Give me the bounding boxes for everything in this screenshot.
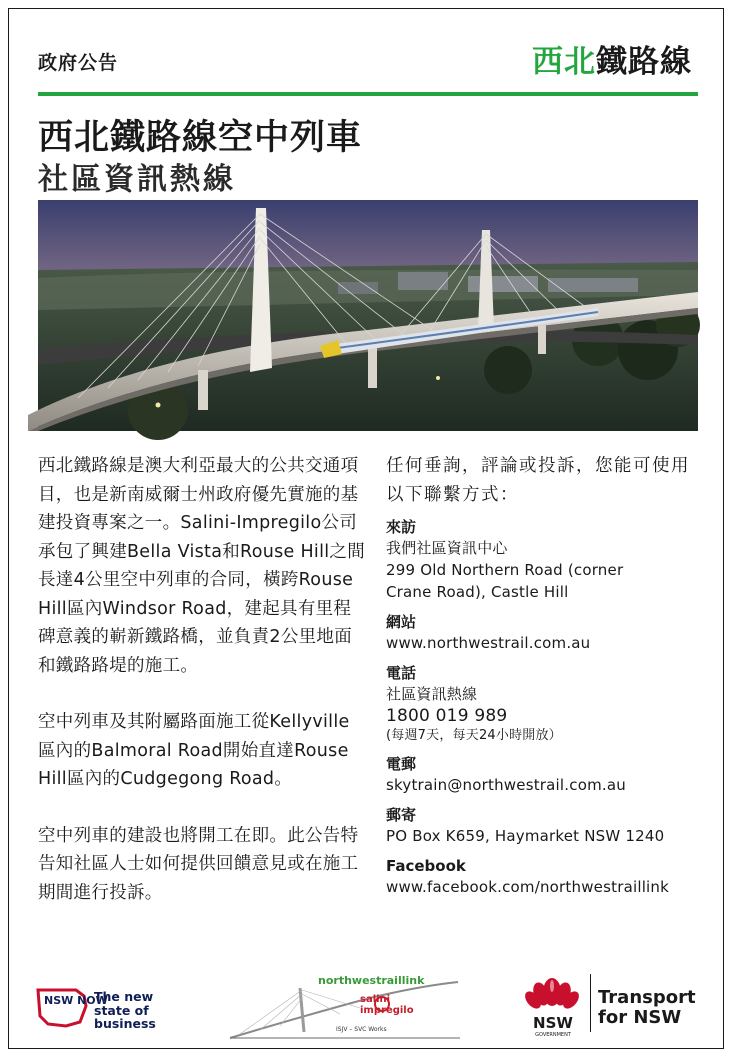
isjv-text: ISJV – SVC Works	[336, 1026, 387, 1033]
contact-visit-line3: Crane Road), Castle Hill	[386, 583, 569, 601]
page-headline: 西北鐵路線空中列車	[38, 118, 363, 158]
waratah-icon	[524, 970, 580, 1018]
nsw-government-subtitle: GOVERNMENT	[535, 1032, 571, 1038]
tfnsw-line1: Transport	[598, 987, 696, 1008]
skytrain-bridge-illustration	[38, 200, 698, 431]
postal-address: PO Box K659, Haymarket NSW 1240	[386, 827, 665, 845]
body-paragraph-2: 空中列車及其附屬路面施工從Kellyville 區內的Balmoral Road開始直達Rouse Hill區內的Cudgegong Road。	[38, 712, 350, 789]
contact-section	[386, 452, 706, 908]
green-divider	[38, 92, 698, 96]
nsw-now-line1: The new	[94, 989, 154, 1004]
brand-title-rest: 鐵路線	[596, 44, 692, 80]
body-paragraph-3: 空中列車的建設也將開工在即。此公告特告知社區人士如何提供回饋意見或在施工期間進行投訴。	[38, 825, 359, 903]
phone-number-link[interactable]: 1800 019 989	[386, 706, 508, 726]
salini-line1: salini	[360, 994, 391, 1005]
logo-divider	[590, 974, 591, 1032]
body-text	[38, 452, 368, 935]
salini-line2: impregilo	[360, 1005, 414, 1016]
contact-website	[386, 613, 706, 654]
contact-facebook-label: Facebook	[386, 857, 466, 875]
contact-email	[386, 755, 706, 796]
salini-impregilo-text	[360, 994, 414, 1016]
nsw-now-badge-text: NSW NOW	[44, 994, 108, 1007]
footer-logos	[30, 960, 710, 1040]
phone-line-name: 社區資訊熱線	[386, 685, 478, 703]
contact-facebook	[386, 857, 706, 898]
phone-hours: (每週7天，每天24小時開放）	[386, 728, 562, 743]
brand-title	[532, 36, 692, 81]
contact-visit-label: 來訪	[386, 518, 417, 536]
tfnsw-line2: for NSW	[598, 1007, 682, 1028]
government-notice-label: 政府公告	[38, 52, 119, 74]
page-subheadline: 社區資訊熱線	[38, 162, 236, 197]
nsw-government-wordmark: NSW	[533, 1014, 573, 1032]
contact-visit-line1: 我們社區資訊中心	[386, 539, 508, 557]
nsw-now-logo-icon	[36, 986, 108, 1028]
website-link[interactable]: www.northwestrail.com.au	[386, 634, 591, 652]
brand-title-accent: 西北	[532, 44, 596, 80]
contact-post-label: 郵寄	[386, 806, 417, 824]
contact-post	[386, 806, 706, 847]
contact-website-label: 網站	[386, 613, 417, 631]
body-paragraph-1: 西北鐵路線是澳大利亞最大的公共交通項目，也是新南威爾士州政府優先實施的基建投資專案之一。Salini-Impregilo公司承包了興建Bella Vista和Rouse Hill之間長達4公里空中列車的合同，橫跨Rouse Hill區內Windsor Road，建起具有里程碑意義的嶄新鐵路橋，並負責2公里地面和鐵路路堤的施工。	[38, 456, 365, 676]
nsw-now-tagline	[94, 990, 156, 1031]
transport-for-nsw-wordmark	[598, 988, 696, 1028]
contact-visit	[386, 518, 706, 603]
facebook-link[interactable]: www.facebook.com/northwestraillink	[386, 878, 670, 896]
contact-email-label: 電郵	[386, 755, 417, 773]
contact-phone	[386, 664, 706, 745]
northwest-rail-link-text: northwestraillink	[318, 974, 425, 987]
email-link[interactable]: skytrain@northwestrail.com.au	[386, 776, 626, 794]
contact-visit-line2: 299 Old Northern Road (corner	[386, 561, 624, 579]
contact-phone-label: 電話	[386, 664, 417, 682]
nsw-now-line3: business	[94, 1016, 156, 1031]
contact-intro: 任何垂詢，評論或投訴，您能可使用以下聯繫方式：	[386, 456, 690, 505]
nsw-now-line2: state of	[94, 1002, 149, 1018]
hero-image	[38, 200, 698, 431]
